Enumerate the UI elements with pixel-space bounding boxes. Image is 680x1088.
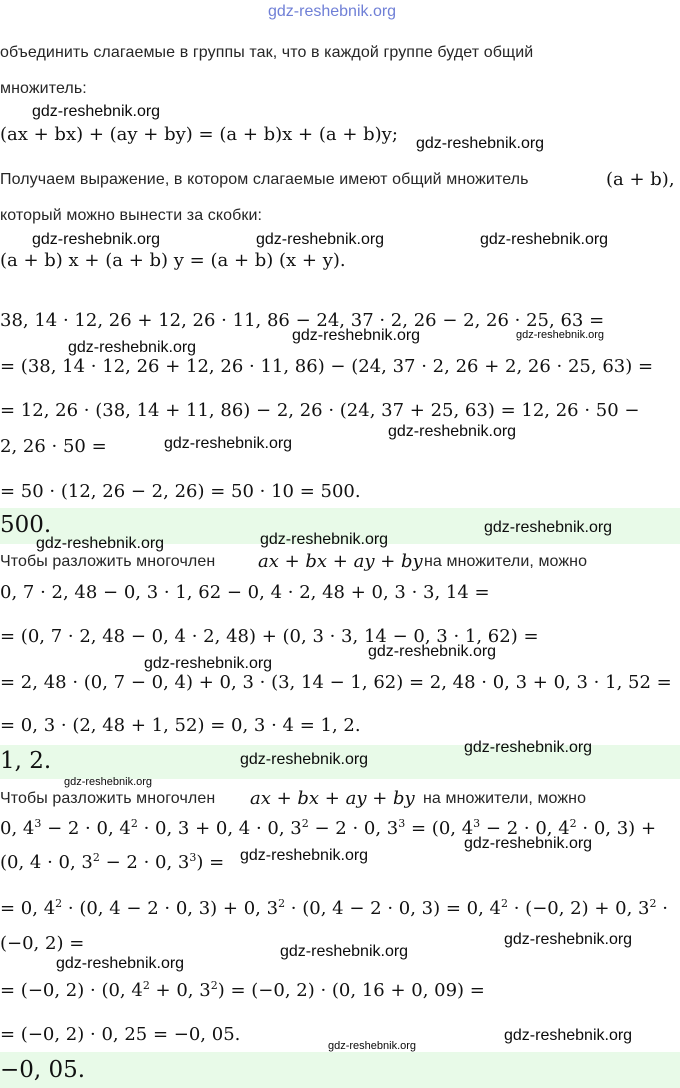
formula: = 0, $4^2 \cdot (0$, 4 − 2 · 0, 3) + 0, $3^2 \cdot (0$, 4 − 2 · 0, 3) = 0, $4^2 \cdot (-0$, 2) + 0, $3^2$ · <box>0 897 668 919</box>
formula: ax + bx + ay + by <box>258 551 423 572</box>
answer-value: −0, 05. <box>0 1057 86 1083</box>
watermark: gdz-reshebnik.org <box>464 739 593 756</box>
formula: 2, 26 · 50 = <box>0 436 107 457</box>
text-line: на множители, можно <box>424 553 588 570</box>
formula: = 2, 48 · (0, 7 − 0, 4) + 0, 3 · (3, 14 − 1, 62) = 2, 48 · 0, 3 + 0, 3 · 1, 52 = <box>0 672 672 693</box>
text-line: Получаем выражение, в котором слагаемые имеют общий множитель <box>0 171 529 188</box>
watermark: gdz-reshebnik.org <box>260 531 389 548</box>
watermark: gdz-reshebnik.org <box>32 231 161 248</box>
formula: 0, 7 · 2, 48 − 0, 3 · 1, 62 − 0, 4 · 2, 48 + 0, 3 · 3, 14 = <box>0 582 490 603</box>
watermark: gdz-reshebnik.org <box>388 423 517 440</box>
formula: (a + b) x + (a + b) y = (a + b) (x + y). <box>0 250 346 271</box>
formula: = 12, 26 · (38, 14 + 11, 86) − 2, 26 · (24, 37 + 25, 63) = 12, 26 · 50 − <box>0 400 640 421</box>
formula: = (0, 7 · 2, 48 − 0, 4 · 2, 48) + (0, 3 · 3, 14 − 0, 3 · 1, 62) = <box>0 626 539 647</box>
formula: (−0, 2) = <box>0 933 85 954</box>
watermark: gdz-reshebnik.org <box>268 3 397 20</box>
watermark: gdz-reshebnik.org <box>280 943 409 960</box>
text-line: объединить слагаемые в группы так, что в каждой группе будет общий <box>0 44 534 61</box>
formula: 0, $4^3 - 2 \cdot 0$, $4^2 \cdot 0$, 3 + 0, 4 · 0, $3^2 - 2 \cdot 0$, $3^3 = (0$, $4^3 - 2 \cdot 0$, $4^2 \cdot 0$, 3) + <box>0 817 657 839</box>
watermark: gdz-reshebnik.org <box>484 519 613 536</box>
watermark: gdz-reshebnik.org <box>56 955 185 972</box>
answer-band-neg-0-05 <box>0 1052 680 1088</box>
watermark: gdz-reshebnik.org <box>416 135 545 152</box>
formula: = 50 · (12, 26 − 2, 26) = 50 · 10 = 500. <box>0 481 361 502</box>
watermark: gdz-reshebnik.org <box>256 231 385 248</box>
text-line: на множители, можно <box>423 790 587 807</box>
watermark: gdz-reshebnik.org <box>516 329 605 341</box>
text-line: Чтобы разложить многочлен <box>0 790 216 807</box>
watermark: gdz-reshebnik.org <box>164 435 293 452</box>
text-line: Чтобы разложить многочлен <box>0 553 216 570</box>
watermark: gdz-reshebnik.org <box>240 847 369 864</box>
watermark: gdz-reshebnik.org <box>36 535 165 552</box>
formula: ax + bx + ay + by <box>250 788 415 809</box>
answer-value: 1, 2. <box>0 748 52 774</box>
text-line: множитель: <box>0 80 87 97</box>
watermark: gdz-reshebnik.org <box>328 1040 417 1052</box>
formula: (0, 4 · 0, $3^2 - 2 \cdot 0$, $3^3$) = <box>0 851 225 873</box>
formula: (ax + bx) + (ay + by) = (a + b)x + (a + b)y; <box>0 124 398 145</box>
watermark: gdz-reshebnik.org <box>64 776 153 788</box>
watermark: gdz-reshebnik.org <box>368 643 497 660</box>
watermark: gdz-reshebnik.org <box>240 751 369 768</box>
watermark: gdz-reshebnik.org <box>504 931 633 948</box>
watermark: gdz-reshebnik.org <box>68 339 197 356</box>
formula: = (38, 14 · 12, 26 + 12, 26 · 11, 86) − (24, 37 · 2, 26 + 2, 26 · 25, 63) = <box>0 356 654 377</box>
watermark: gdz-reshebnik.org <box>144 655 273 672</box>
watermark: gdz-reshebnik.org <box>464 835 593 852</box>
watermark: gdz-reshebnik.org <box>480 231 609 248</box>
formula: = (−0, 2) · 0, 25 = −0, 05. <box>0 1024 241 1045</box>
formula: = 0, 3 · (2, 48 + 1, 52) = 0, 3 · 4 = 1, 2. <box>0 715 361 736</box>
watermark: gdz-reshebnik.org <box>32 103 161 120</box>
watermark: gdz-reshebnik.org <box>292 327 421 344</box>
formula: = (−0, 2) · (0, $4^2 + 0$, $3^2) = (-0$, 2) · (0, 16 + 0, 09) = <box>0 979 485 1001</box>
formula: 38, 14 · 12, 26 + 12, 26 · 11, 86 − 24, 37 · 2, 26 − 2, 26 · 25, 63 = <box>0 310 605 331</box>
answer-value: 500. <box>0 512 52 538</box>
watermark: gdz-reshebnik.org <box>504 1027 633 1044</box>
formula: (a + b), <box>606 169 675 190</box>
text-line: который можно вынести за скобки: <box>0 207 263 224</box>
